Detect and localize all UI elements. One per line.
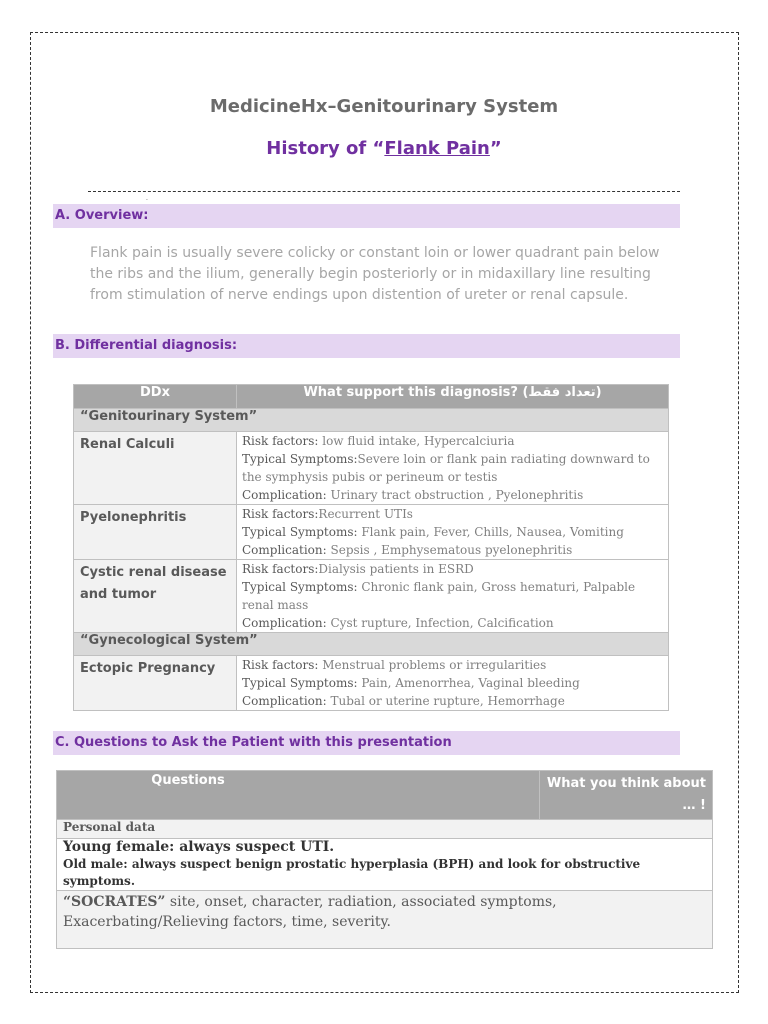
question-row <box>57 839 713 891</box>
complication-label: Complication: <box>242 694 331 708</box>
ddx-description <box>237 432 669 505</box>
subtitle-prefix: History of “ <box>266 138 385 159</box>
symptoms-label: Typical Symptoms: <box>242 525 362 539</box>
section-b-heading: B. Differential diagnosis: <box>53 334 680 358</box>
subtitle-main: Flank Pain <box>384 138 490 159</box>
complication-value: Sepsis , Emphysematous pyelonephritis <box>330 543 573 557</box>
personal-data-row: Personal data <box>57 820 713 839</box>
complication-value: Urinary tract obstruction , Pyelonephritis <box>330 488 584 502</box>
ddx-name: Pyelonephritis <box>74 505 237 560</box>
question-row <box>57 820 713 839</box>
complication-label: Complication: <box>242 616 331 630</box>
ddx-col-header: DDx <box>74 385 237 409</box>
document-title: MedicineHx–Genitourinary System <box>209 96 559 117</box>
section-a-heading: A. Overview: <box>53 204 680 228</box>
category-genitourinary: “Genitourinary System” <box>74 409 669 432</box>
think-col-header: What you think about … ! <box>540 771 713 820</box>
socrates-text: site, onset, character, radiation, associated symptoms, Exacerbating/Relieving factors, time, severity. <box>63 894 557 930</box>
questions-header-row <box>57 771 713 820</box>
ddx-table <box>73 384 669 711</box>
question-row <box>57 891 713 949</box>
complication-value: Tubal or uterine rupture, Hemorrhage <box>330 694 565 708</box>
symptoms-value: Pain, Amenorrhea, Vaginal bleeding <box>361 676 580 690</box>
ddx-row <box>74 656 669 711</box>
document-subtitle <box>0 138 768 159</box>
ddx-name: Renal Calculi <box>74 432 237 505</box>
symptoms-value: Flank pain, Fever, Chills, Nausea, Vomiting <box>361 525 624 539</box>
support-col-header: What support this diagnosis? (تعداد فقط) <box>237 385 669 409</box>
complication-label: Complication: <box>242 488 331 502</box>
socrates-row <box>57 891 713 949</box>
age-sex-row <box>57 839 713 891</box>
risk-factors-value: Recurrent UTIs <box>318 507 413 521</box>
symptoms-label: Typical Symptoms: <box>242 580 362 594</box>
ddx-name: Ectopic Pregnancy <box>74 656 237 711</box>
category-row <box>74 633 669 656</box>
subtitle-suffix: ” <box>489 138 502 159</box>
category-gynecological: “Gynecological System” <box>74 633 669 656</box>
questions-col-header <box>57 771 540 820</box>
category-row <box>74 409 669 432</box>
risk-factors-value: Menstrual problems or irregularities <box>322 658 547 672</box>
risk-factors-label: Risk factors: <box>242 434 323 448</box>
questions-col-label: Questions <box>151 773 225 788</box>
socrates-label: “SOCRATES” <box>63 894 166 910</box>
complication-label: Complication: <box>242 543 331 557</box>
risk-factors-label: Risk factors: <box>242 507 319 521</box>
ddx-row <box>74 432 669 505</box>
symptoms-label: Typical Symptoms: <box>242 452 358 466</box>
old-male-text: Old male: always suspect benign prostatic hyperplasia (BPH) and look for obstructive symptoms. <box>63 857 641 888</box>
divider-line <box>88 191 680 192</box>
ddx-description <box>237 560 669 633</box>
section-c-heading: C. Questions to Ask the Patient with this presentation <box>53 731 680 755</box>
divider-dot: . <box>146 195 148 202</box>
ddx-header-row <box>74 385 669 409</box>
risk-factors-label: Risk factors: <box>242 658 323 672</box>
young-female-text: Young female: always suspect UTI. <box>63 839 335 855</box>
ddx-name: Cystic renal disease and tumor <box>74 560 237 633</box>
complication-value: Cyst rupture, Infection, Calcification <box>330 616 554 630</box>
symptoms-label: Typical Symptoms: <box>242 676 362 690</box>
ddx-description <box>237 505 669 560</box>
overview-text: Flank pain is usually severe colicky or constant loin or lower quadrant pain below the ribs and the ilium, generally begin posteriorly or in midaxillary line resulting from stimulation of nerve endings upon distention of ureter or renal capsule. <box>90 245 660 303</box>
questions-table <box>56 770 713 949</box>
ddx-row <box>74 505 669 560</box>
risk-factors-value: low fluid intake, Hypercalciuria <box>322 434 515 448</box>
symptoms-value: Severe loin or flank pain radiating downward to the symphysis pubis or perineum or testis <box>242 452 650 484</box>
ddx-description <box>237 656 669 711</box>
risk-factors-label: Risk factors: <box>242 562 319 576</box>
symptoms-value: Chronic flank pain, Gross hematuri, Palpable renal mass <box>242 580 636 612</box>
ddx-row <box>74 560 669 633</box>
risk-factors-value: Dialysis patients in ESRD <box>318 562 474 576</box>
